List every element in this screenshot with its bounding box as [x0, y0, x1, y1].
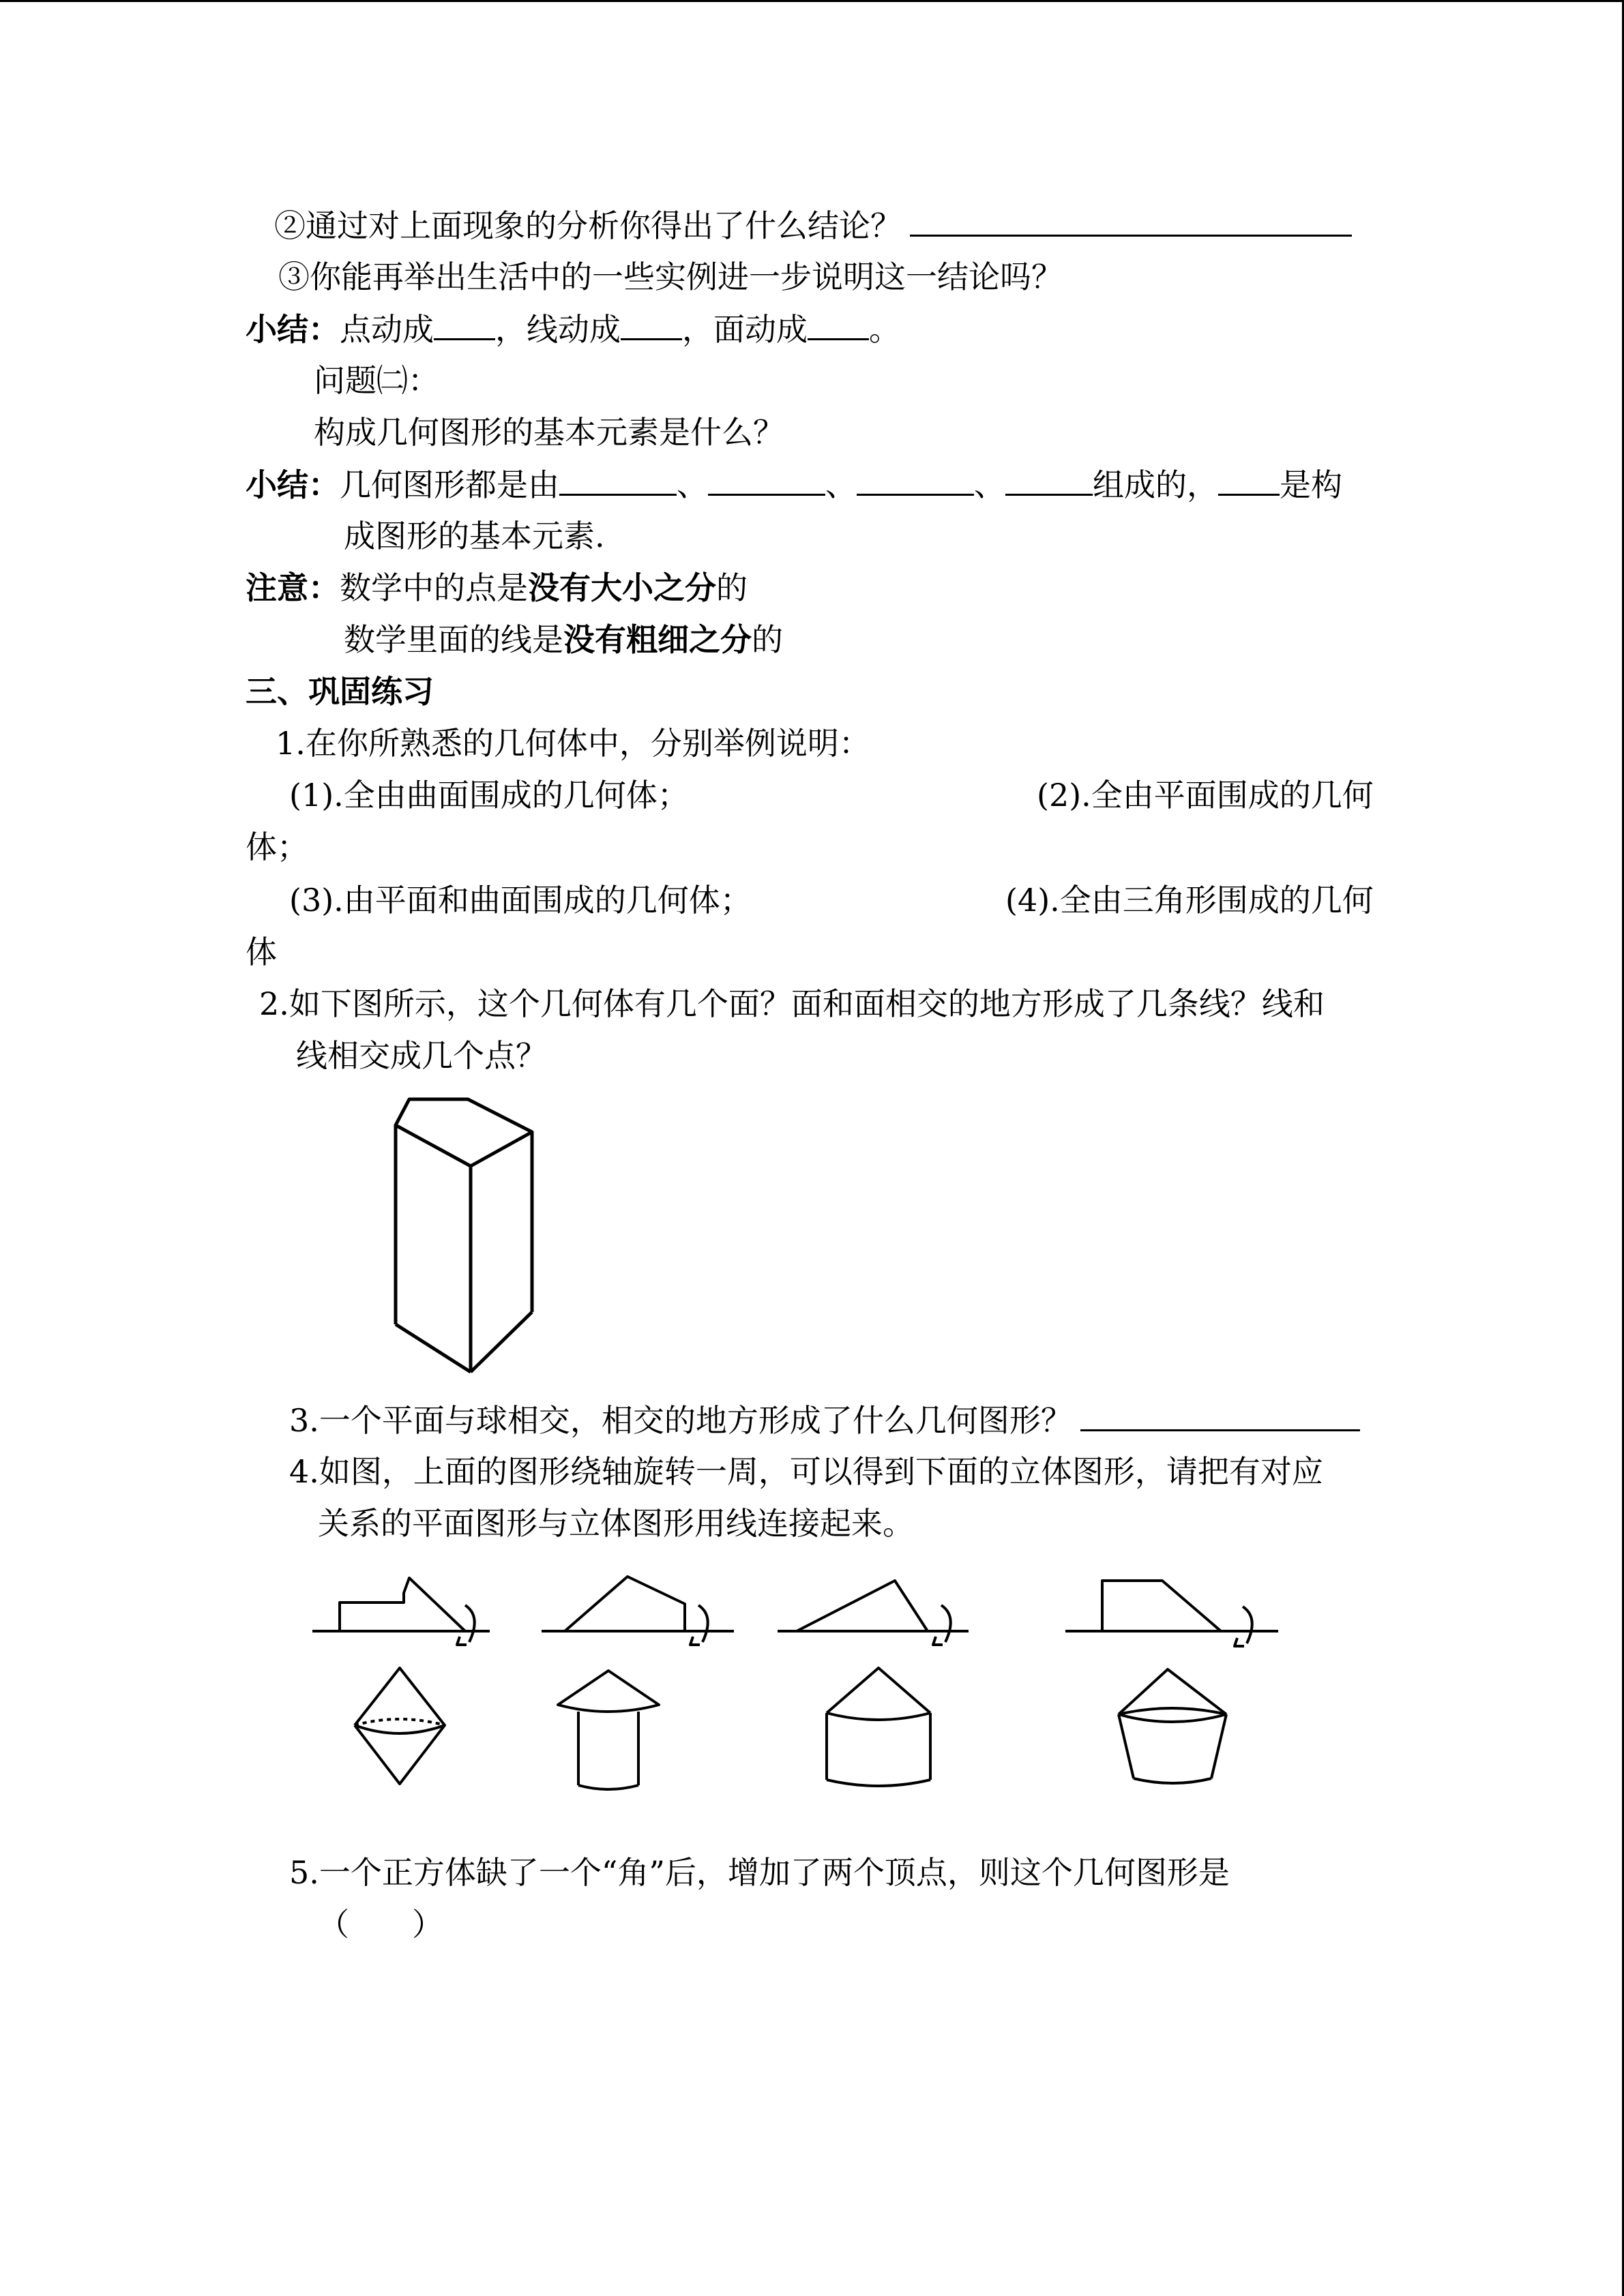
note-line: 数学里面的线是没有粗细之分的 [344, 621, 783, 658]
exercise-5-choice: （ ） [318, 1906, 443, 1943]
exercise-2-line1: 2.如下图所示，这个几何体有几个面？面和面相交的地方形成了几条线？线和 [259, 985, 1325, 1022]
pentagonal-prism-figure [382, 1091, 546, 1377]
exercise-4-line1: 4.如图，上面的图形绕轴旋转一周，可以得到下面的立体图形，请把有对应 [289, 1453, 1323, 1490]
plane-shape-triangle [778, 1581, 969, 1645]
exercise-1-d: (4).全由三角形围成的几何 [1005, 882, 1374, 919]
exercise-1-c: (3).由平面和曲面围成的几何体； [289, 882, 752, 919]
plane-shapes-row [307, 1568, 1289, 1664]
plane-shape-trapezoid [1065, 1581, 1278, 1646]
answer-blank [708, 464, 825, 496]
problem-two-question: 构成几何图形的基本元素是什么？ [314, 414, 784, 451]
question-examples: ③你能再举出生活中的一些实例进一步说明这一结论吗？ [278, 258, 1063, 295]
exercise-4-line2: 关系的平面图形与立体图形用线连接起来。 [318, 1505, 914, 1542]
solid-cone-frustum [1119, 1669, 1226, 1783]
solid-cone-cylinder [827, 1668, 930, 1786]
note-point: 注意：数学中的点是没有大小之分的 [246, 569, 748, 606]
answer-blank [1005, 464, 1093, 496]
plane-shape-stepped [312, 1578, 490, 1645]
problem-two-title: 问题㈡： [314, 362, 439, 399]
exercise-3: 3.一个平面与球相交，相交的地方形成了什么几何图形？ [289, 1399, 1360, 1441]
answer-blank [621, 308, 682, 340]
section-title: 三、巩固练习 [246, 673, 434, 710]
answer-blank [1218, 464, 1280, 496]
question-conclusion: ②通过对上面现象的分析你得出了什么结论？ [274, 205, 1352, 246]
prism-bottom-left-edge [396, 1324, 471, 1372]
plane-shape-right-triangle [542, 1577, 734, 1645]
solid-cone-on-cylinder [558, 1671, 659, 1789]
solid-double-cone [355, 1668, 445, 1784]
answer-blank [434, 308, 495, 340]
exercise-1-d-wrap: 体 [246, 934, 277, 970]
summary-elements-continued: 成图形的基本元素. [344, 518, 605, 554]
answer-blank [910, 205, 1352, 237]
answer-blank [1080, 1399, 1360, 1431]
prism-top-face [396, 1099, 532, 1166]
answer-blank [857, 464, 974, 496]
answer-blank [808, 308, 869, 340]
summary-elements: 小结：几何图形都是由 、 、 、 组成的， 是构 [246, 464, 1342, 505]
exercise-1-stem: 1.在你所熟悉的几何体中，分别举例说明： [276, 725, 870, 762]
exercise-1-a: (1).全由曲面围成的几何体； [289, 777, 689, 814]
answer-blank [559, 464, 677, 496]
solid-shapes-row [307, 1661, 1289, 1798]
exercise-1-b: (2).全由平面围成的几何 [1037, 777, 1374, 814]
exercise-1-b-wrap: 体； [246, 829, 308, 865]
summary-motion: 小结：点动成 ，线动成 ，面动成 。 [246, 308, 900, 350]
page-border-top [0, 0, 1624, 2]
exercise-5-line1: 5.一个正方体缺了一个“角”后，增加了两个顶点，则这个几何图形是 [289, 1854, 1230, 1891]
exercise-2-line2: 线相交成几个点？ [296, 1037, 547, 1074]
prism-bottom-right-edge [471, 1312, 532, 1372]
